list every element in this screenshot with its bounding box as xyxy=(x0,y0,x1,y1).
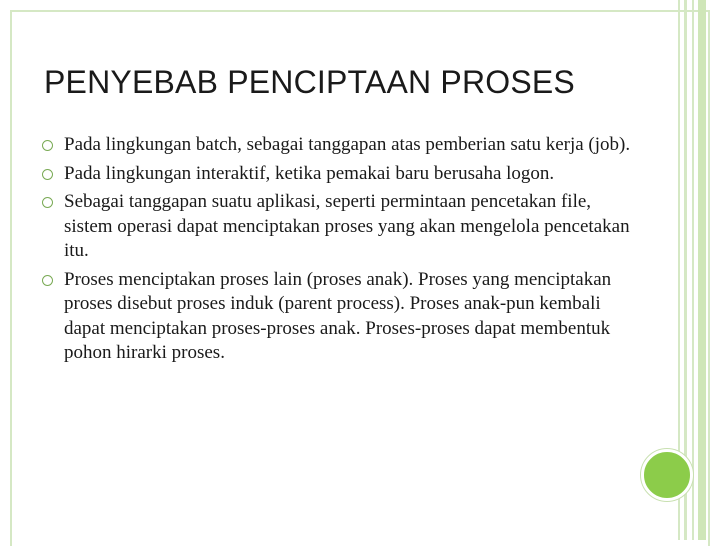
bullet-item xyxy=(42,162,632,187)
circle-bullet-icon xyxy=(42,197,53,208)
slide-title: PENYEBAB PENCIPTAAN PROSES xyxy=(44,64,575,100)
bullet-item xyxy=(42,190,632,264)
bullet-text: Proses menciptakan proses lain (proses anak). Proses yang menciptakan proses disebut proses induk (parent process). Proses anak-pun kembali dapat menciptakan proses-proses anak. Proses-proses dapat membentuk pohon hirarki proses. xyxy=(64,268,612,363)
decorative-rail xyxy=(692,0,694,540)
decorative-rail xyxy=(698,0,706,540)
bullet-item xyxy=(42,268,632,366)
bullet-text: Sebagai tanggapan suatu aplikasi, seperti permintaan pencetakan file, sistem operasi dapat menciptakan proses yang akan mengelola pencetakan itu. xyxy=(64,191,630,261)
decorative-green-circle xyxy=(641,449,693,501)
bullet-item xyxy=(42,133,632,158)
circle-bullet-icon xyxy=(42,169,53,180)
bullet-text: Pada lingkungan batch, sebagai tanggapan atas pemberian satu kerja (job). xyxy=(64,134,631,155)
bullet-text: Pada lingkungan interaktif, ketika pemakai baru berusaha logon. xyxy=(64,162,555,184)
circle-bullet-icon xyxy=(42,275,53,286)
bullet-list xyxy=(42,133,632,370)
circle-bullet-icon xyxy=(42,140,53,151)
